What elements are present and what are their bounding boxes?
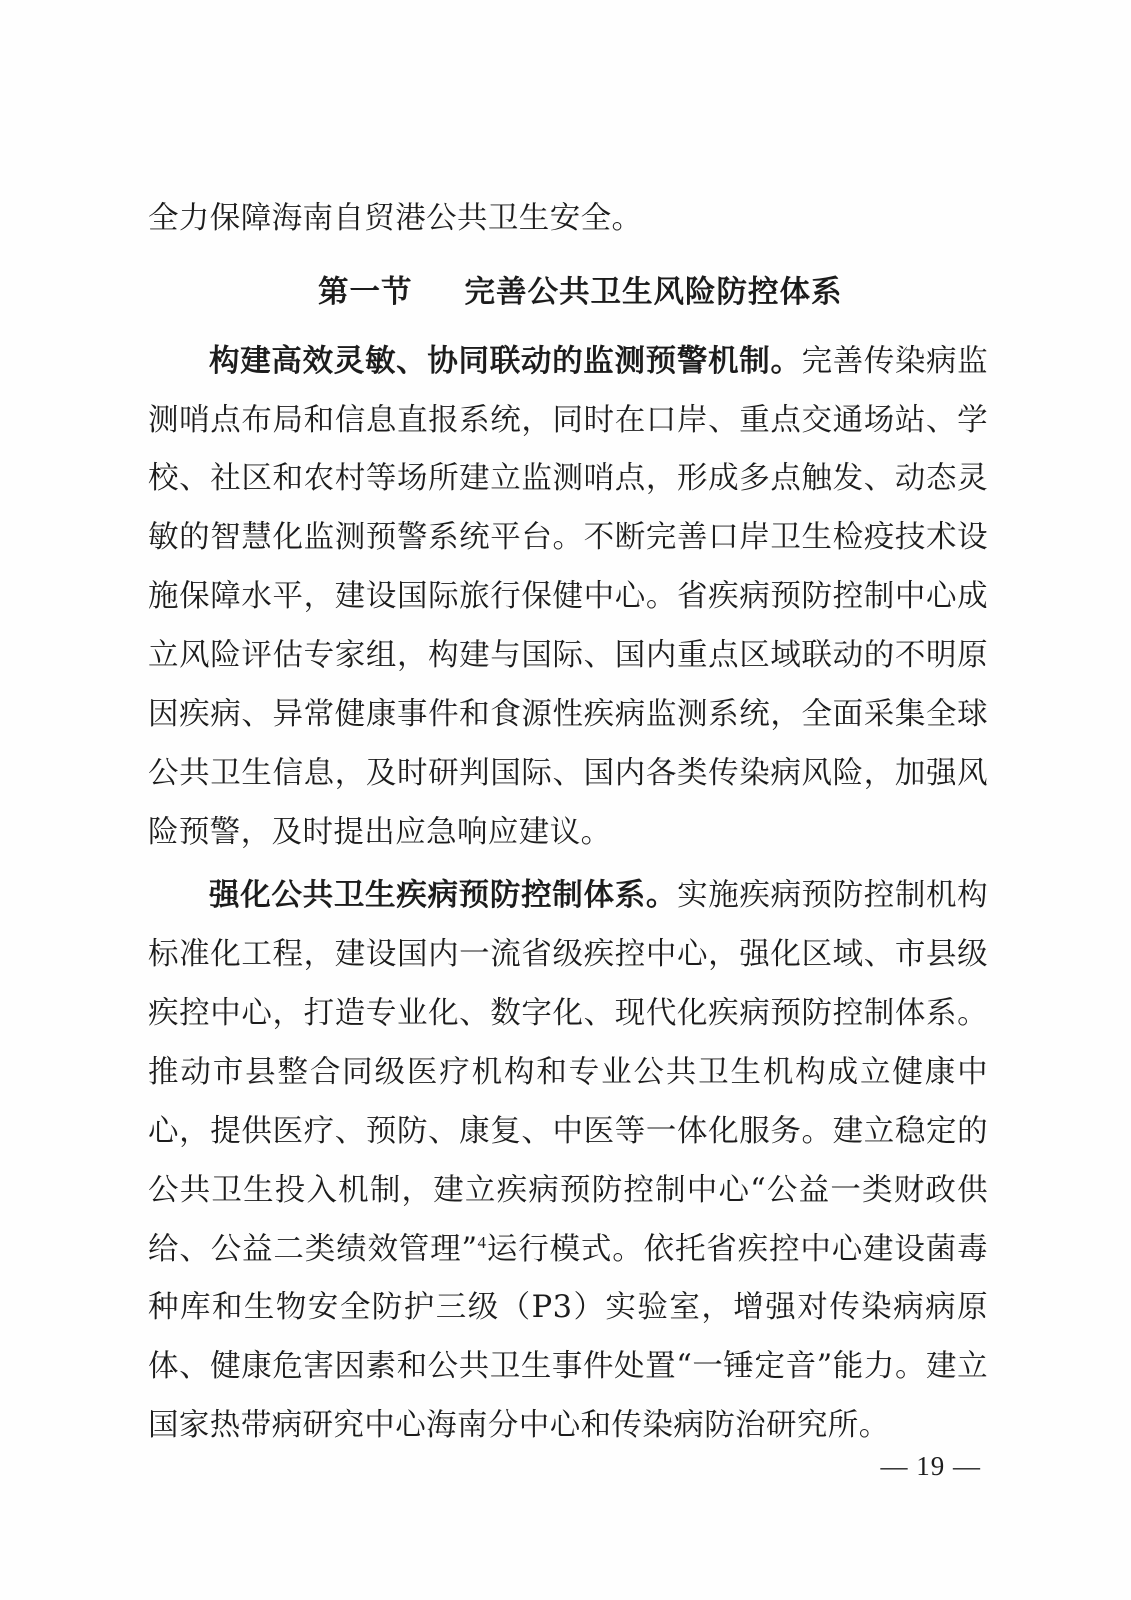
paragraph-2-text-part1: 实施疾病预防控制机构标准化工程，建设国内一流省级疾控中心，强化区域、市县级疾控中心，打造专业化、数字化、现代化疾病预防控制体系。推动市县整合同级医疗机构和专业公共卫生机构成立健康中心，提供医疗、预防、康复、中医等一体化服务。建立稳定的公共卫生投入机制，建立疾病预防控制中心“公益一类财政供给、公益二类绩效管理” [148,878,988,1267]
paragraph-1-lead: 构建高效灵敏、协同联动的监测预警机制。 [209,342,802,379]
paragraph-2 [148,866,988,1456]
section-number: 第一节 [318,273,413,310]
paragraph-1 [148,332,988,863]
paragraph-1-text: 完善传染病监测哨点布局和信息直报系统，同时在口岸、重点交通场站、学校、社区和农村等场所建立监测哨点，形成多点触发、动态灵敏的智慧化监测预警系统平台。不断完善口岸卫生检疫技术设施保障水平，建设国际旅行保健中心。省疾病预防控制中心成立风险评估专家组，构建与国际、国内重点区域联动的不明原因疾病、异常健康事件和食源性疾病监测系统，全面采集全球公共卫生信息，及时研判国际、国内各类传染病风险，加强风险预警，及时提出应急响应建议。 [148,343,988,850]
document-body [148,190,988,1456]
lead-line: 全力保障海南自贸港公共卫生安全。 [148,201,643,236]
page-number: — 19 — [880,1451,981,1481]
section-title: 完善公共卫生风险防控体系 [464,273,843,310]
paragraph-2-lead: 强化公共卫生疾病预防控制体系。 [209,877,678,914]
footnote-marker: 4 [477,1232,487,1252]
section-heading [148,263,988,322]
paragraph-2-text-part2: 运行模式。依托省疾控中心建设菌毒种库和生物安全防护三级（P3）实验室，增强对传染病病原体、健康危害因素和公共卫生事件处置“一锤定音”能力。建立国家热带病研究中心海南分中心和传染病防治研究所。 [148,1231,988,1444]
